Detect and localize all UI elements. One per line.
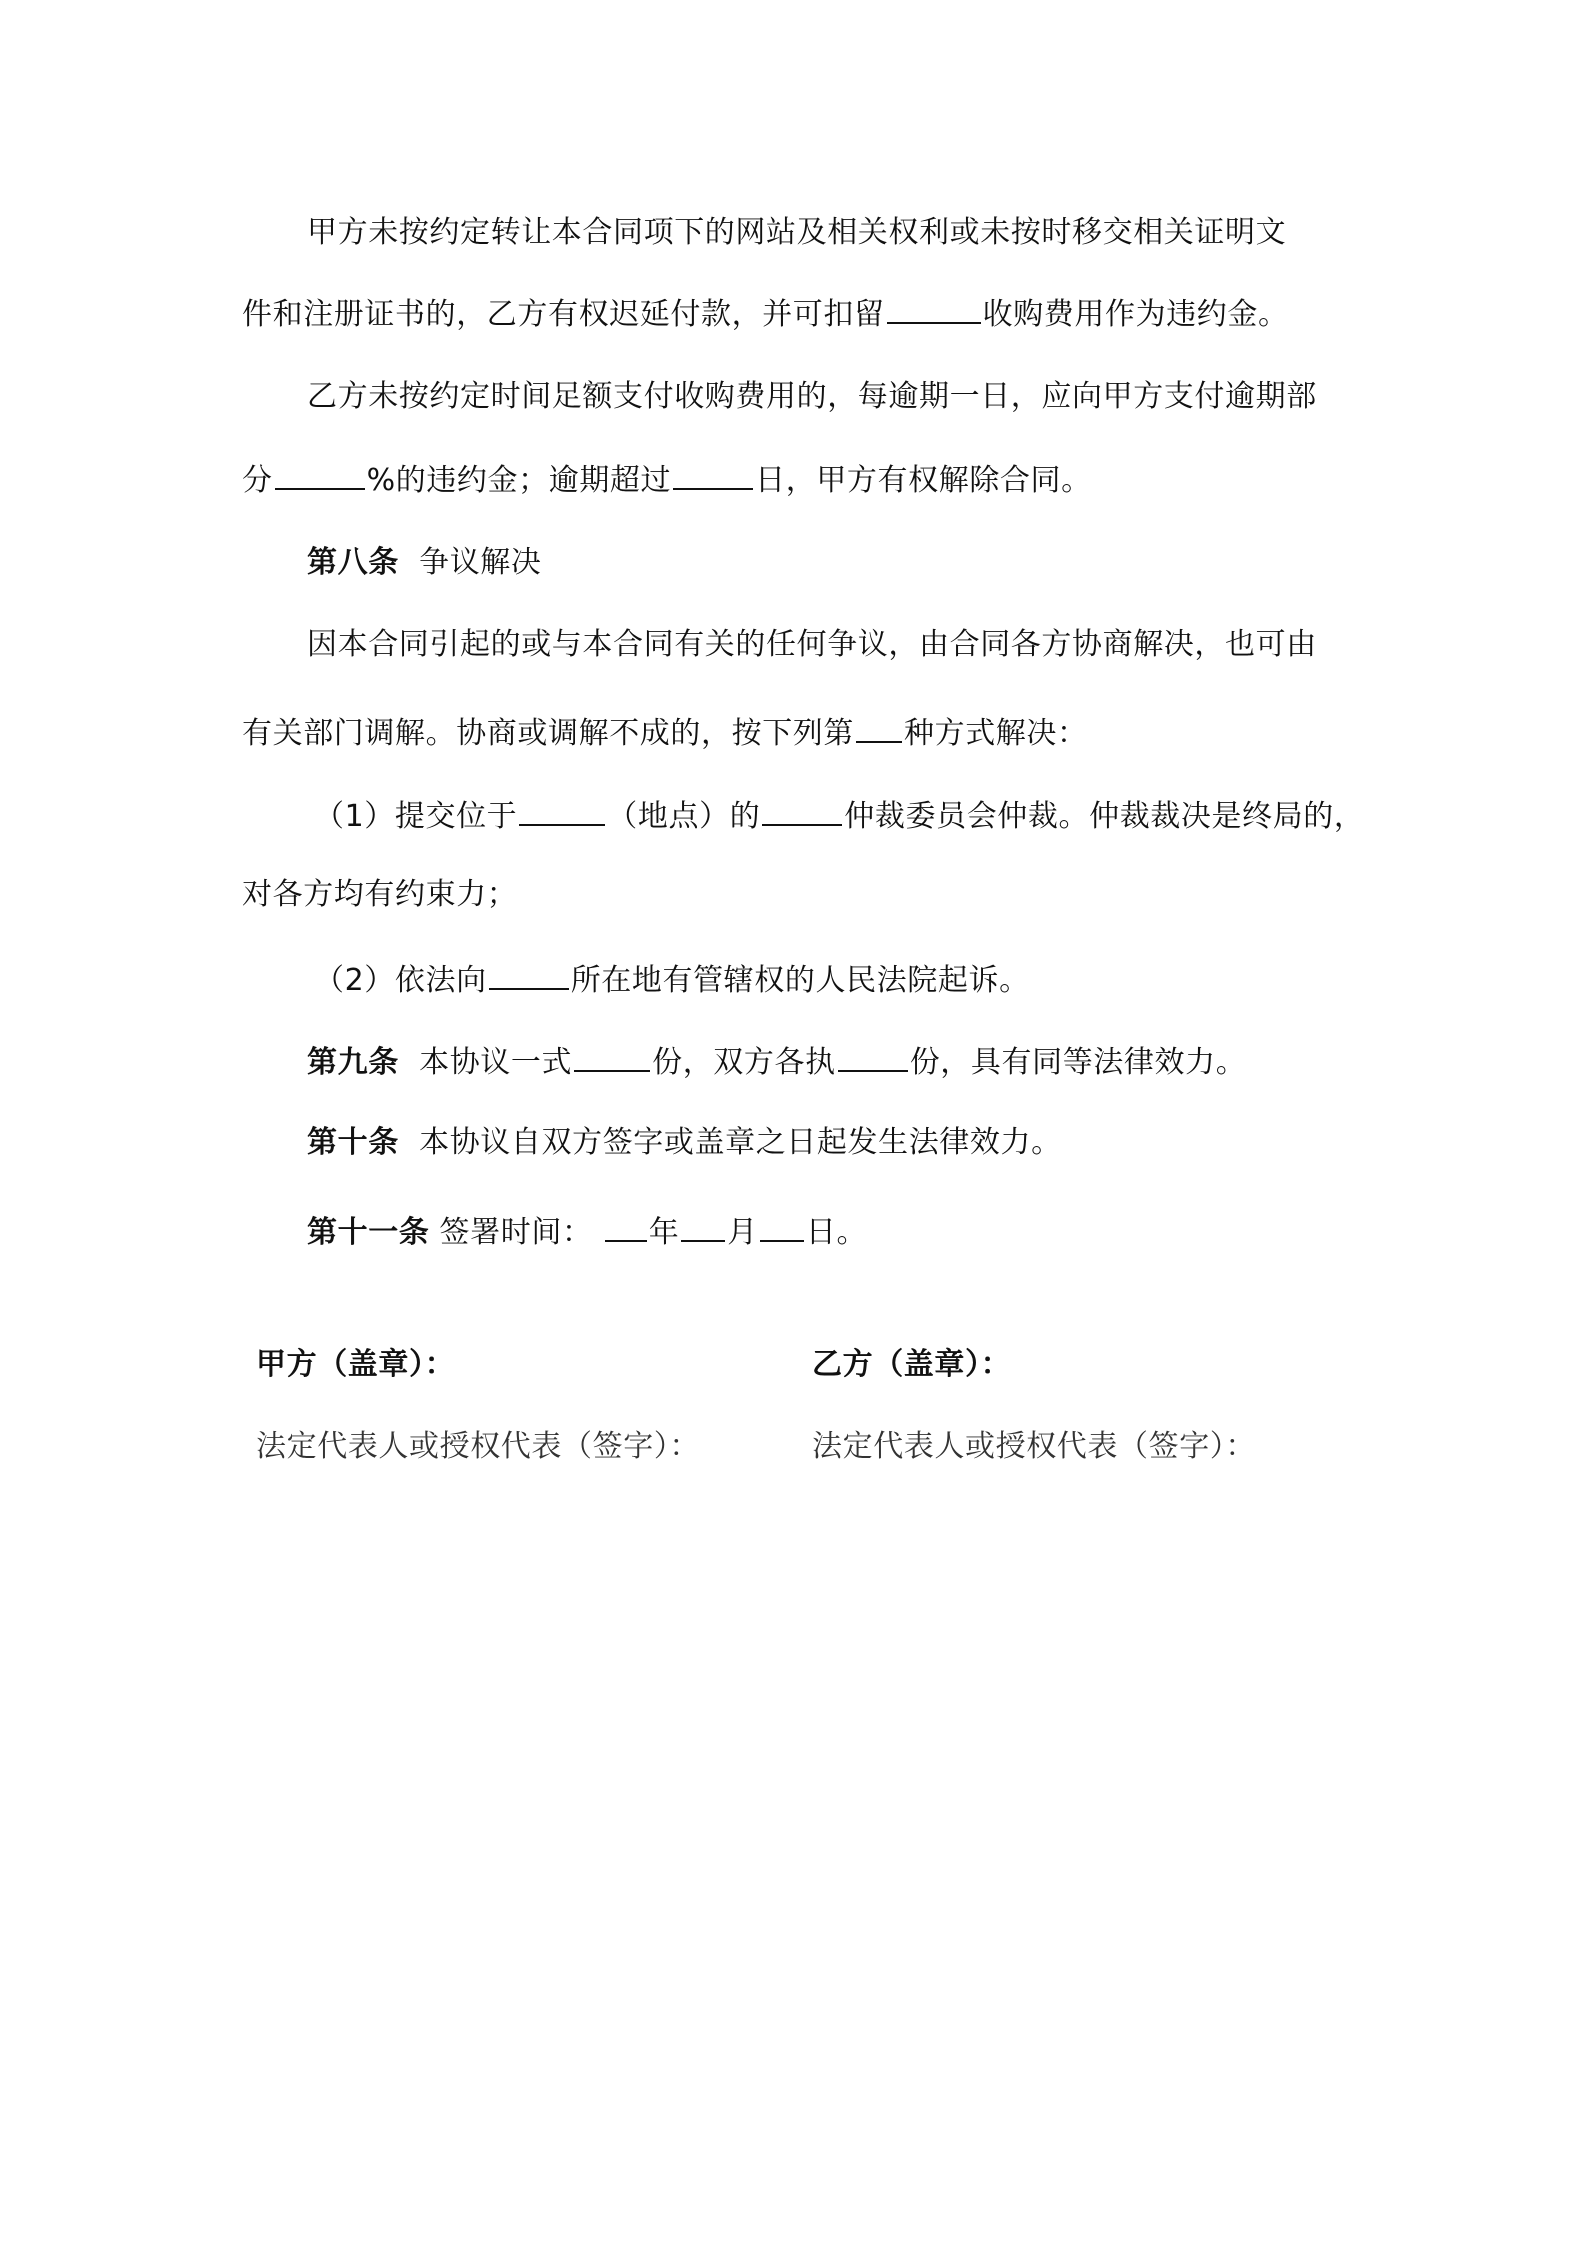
clause8-option2 xyxy=(314,958,1434,1002)
clause9-text-a: 本协议一式 xyxy=(419,1045,573,1080)
clause10-heading: 第十条 xyxy=(307,1125,399,1160)
party-b-representative-label: 法定代表人或授权代表（签字）： xyxy=(812,1429,1256,1464)
court-location-blank[interactable] xyxy=(489,958,569,990)
clause7-p1-text-b: 收购费用作为违约金。 xyxy=(982,297,1289,332)
penalty-percent-blank[interactable] xyxy=(275,458,365,490)
sign-month-blank[interactable] xyxy=(681,1210,725,1242)
option1-text-b: （地点）的 xyxy=(607,799,761,834)
option2-text-a: （2）依法向 xyxy=(314,963,487,998)
party-a-representative-label: 法定代表人或授权代表（签字）： xyxy=(256,1429,700,1464)
clause11-year: 年 xyxy=(648,1215,680,1250)
resolution-method-blank[interactable] xyxy=(856,711,902,743)
option1-text-a: （1）提交位于 xyxy=(314,799,518,834)
overdue-days-blank[interactable] xyxy=(673,458,753,490)
clause7-p2-line1 xyxy=(307,376,1427,418)
arbitration-commission-blank[interactable] xyxy=(762,794,842,826)
clause7-p1-line1 xyxy=(307,212,1427,254)
clause10-text: 本协议自双方签字或盖章之日起发生法律效力。 xyxy=(419,1125,1062,1160)
clause9-heading: 第九条 xyxy=(307,1045,399,1080)
clause8-heading xyxy=(307,542,1427,584)
clause7-p2-text-b: %的违约金；逾期超过 xyxy=(366,463,672,498)
option1-text-line2: 对各方均有约束力； xyxy=(242,877,518,912)
clause11-day: 日。 xyxy=(805,1215,868,1250)
clause7-p1-text-a: 件和注册证书的，乙方有权迟延付款，并可扣留 xyxy=(242,297,885,332)
clause8-option1-line2 xyxy=(242,874,1362,916)
party-b-seal-label: 乙方（盖章）： xyxy=(812,1347,1012,1382)
clause8-p1-text-b: 种方式解决： xyxy=(904,716,1088,751)
copies-total-blank[interactable] xyxy=(574,1040,650,1072)
clause10 xyxy=(307,1122,1427,1164)
clause11-text-a: 签署时间： xyxy=(439,1215,593,1250)
clause8-p1-text-a: 有关部门调解。协商或调解不成的，按下列第 xyxy=(242,716,854,751)
clause9-text-b: 份，双方各执 xyxy=(652,1045,836,1080)
clause7-p2-text: 乙方未按约定时间足额支付收购费用的，每逾期一日，应向甲方支付逾期部 xyxy=(307,379,1317,414)
clause8-option1-line1 xyxy=(314,794,1434,838)
clause8-p1-line2 xyxy=(242,711,1362,755)
clause7-p1-line2 xyxy=(242,292,1362,336)
copies-each-blank[interactable] xyxy=(838,1040,908,1072)
sign-day-blank[interactable] xyxy=(760,1210,804,1242)
party-a-seal-label: 甲方（盖章）： xyxy=(256,1347,456,1382)
clause8-heading-title: 争议解决 xyxy=(419,545,542,580)
option1-text-c: 仲裁委员会仲裁。仲裁裁决是终局的， xyxy=(844,799,1365,834)
option2-text-b: 所在地有管辖权的人民法院起诉。 xyxy=(570,963,1030,998)
sign-year-blank[interactable] xyxy=(605,1210,647,1242)
clause7-p2-text-a: 分 xyxy=(242,463,273,498)
clause8-heading-number: 第八条 xyxy=(307,545,399,580)
arbitration-location-blank[interactable] xyxy=(519,794,605,826)
clause11-heading: 第十一条 xyxy=(307,1215,430,1250)
clause8-p1-text: 因本合同引起的或与本合同有关的任何争议，由合同各方协商解决，也可由 xyxy=(307,627,1317,662)
clause9 xyxy=(307,1040,1427,1084)
clause8-p1-line1 xyxy=(307,624,1427,666)
clause11-month: 月 xyxy=(727,1215,758,1250)
withholding-amount-blank[interactable] xyxy=(887,292,981,324)
clause7-p2-line2 xyxy=(242,458,1362,502)
clause11 xyxy=(307,1210,1427,1254)
clause7-p2-text-c: 日，甲方有权解除合同。 xyxy=(755,463,1092,498)
clause9-text-c: 份，具有同等法律效力。 xyxy=(909,1045,1247,1080)
clause7-p1-text: 甲方未按约定转让本合同项下的网站及相关权利或未按时移交相关证明文 xyxy=(307,215,1287,250)
